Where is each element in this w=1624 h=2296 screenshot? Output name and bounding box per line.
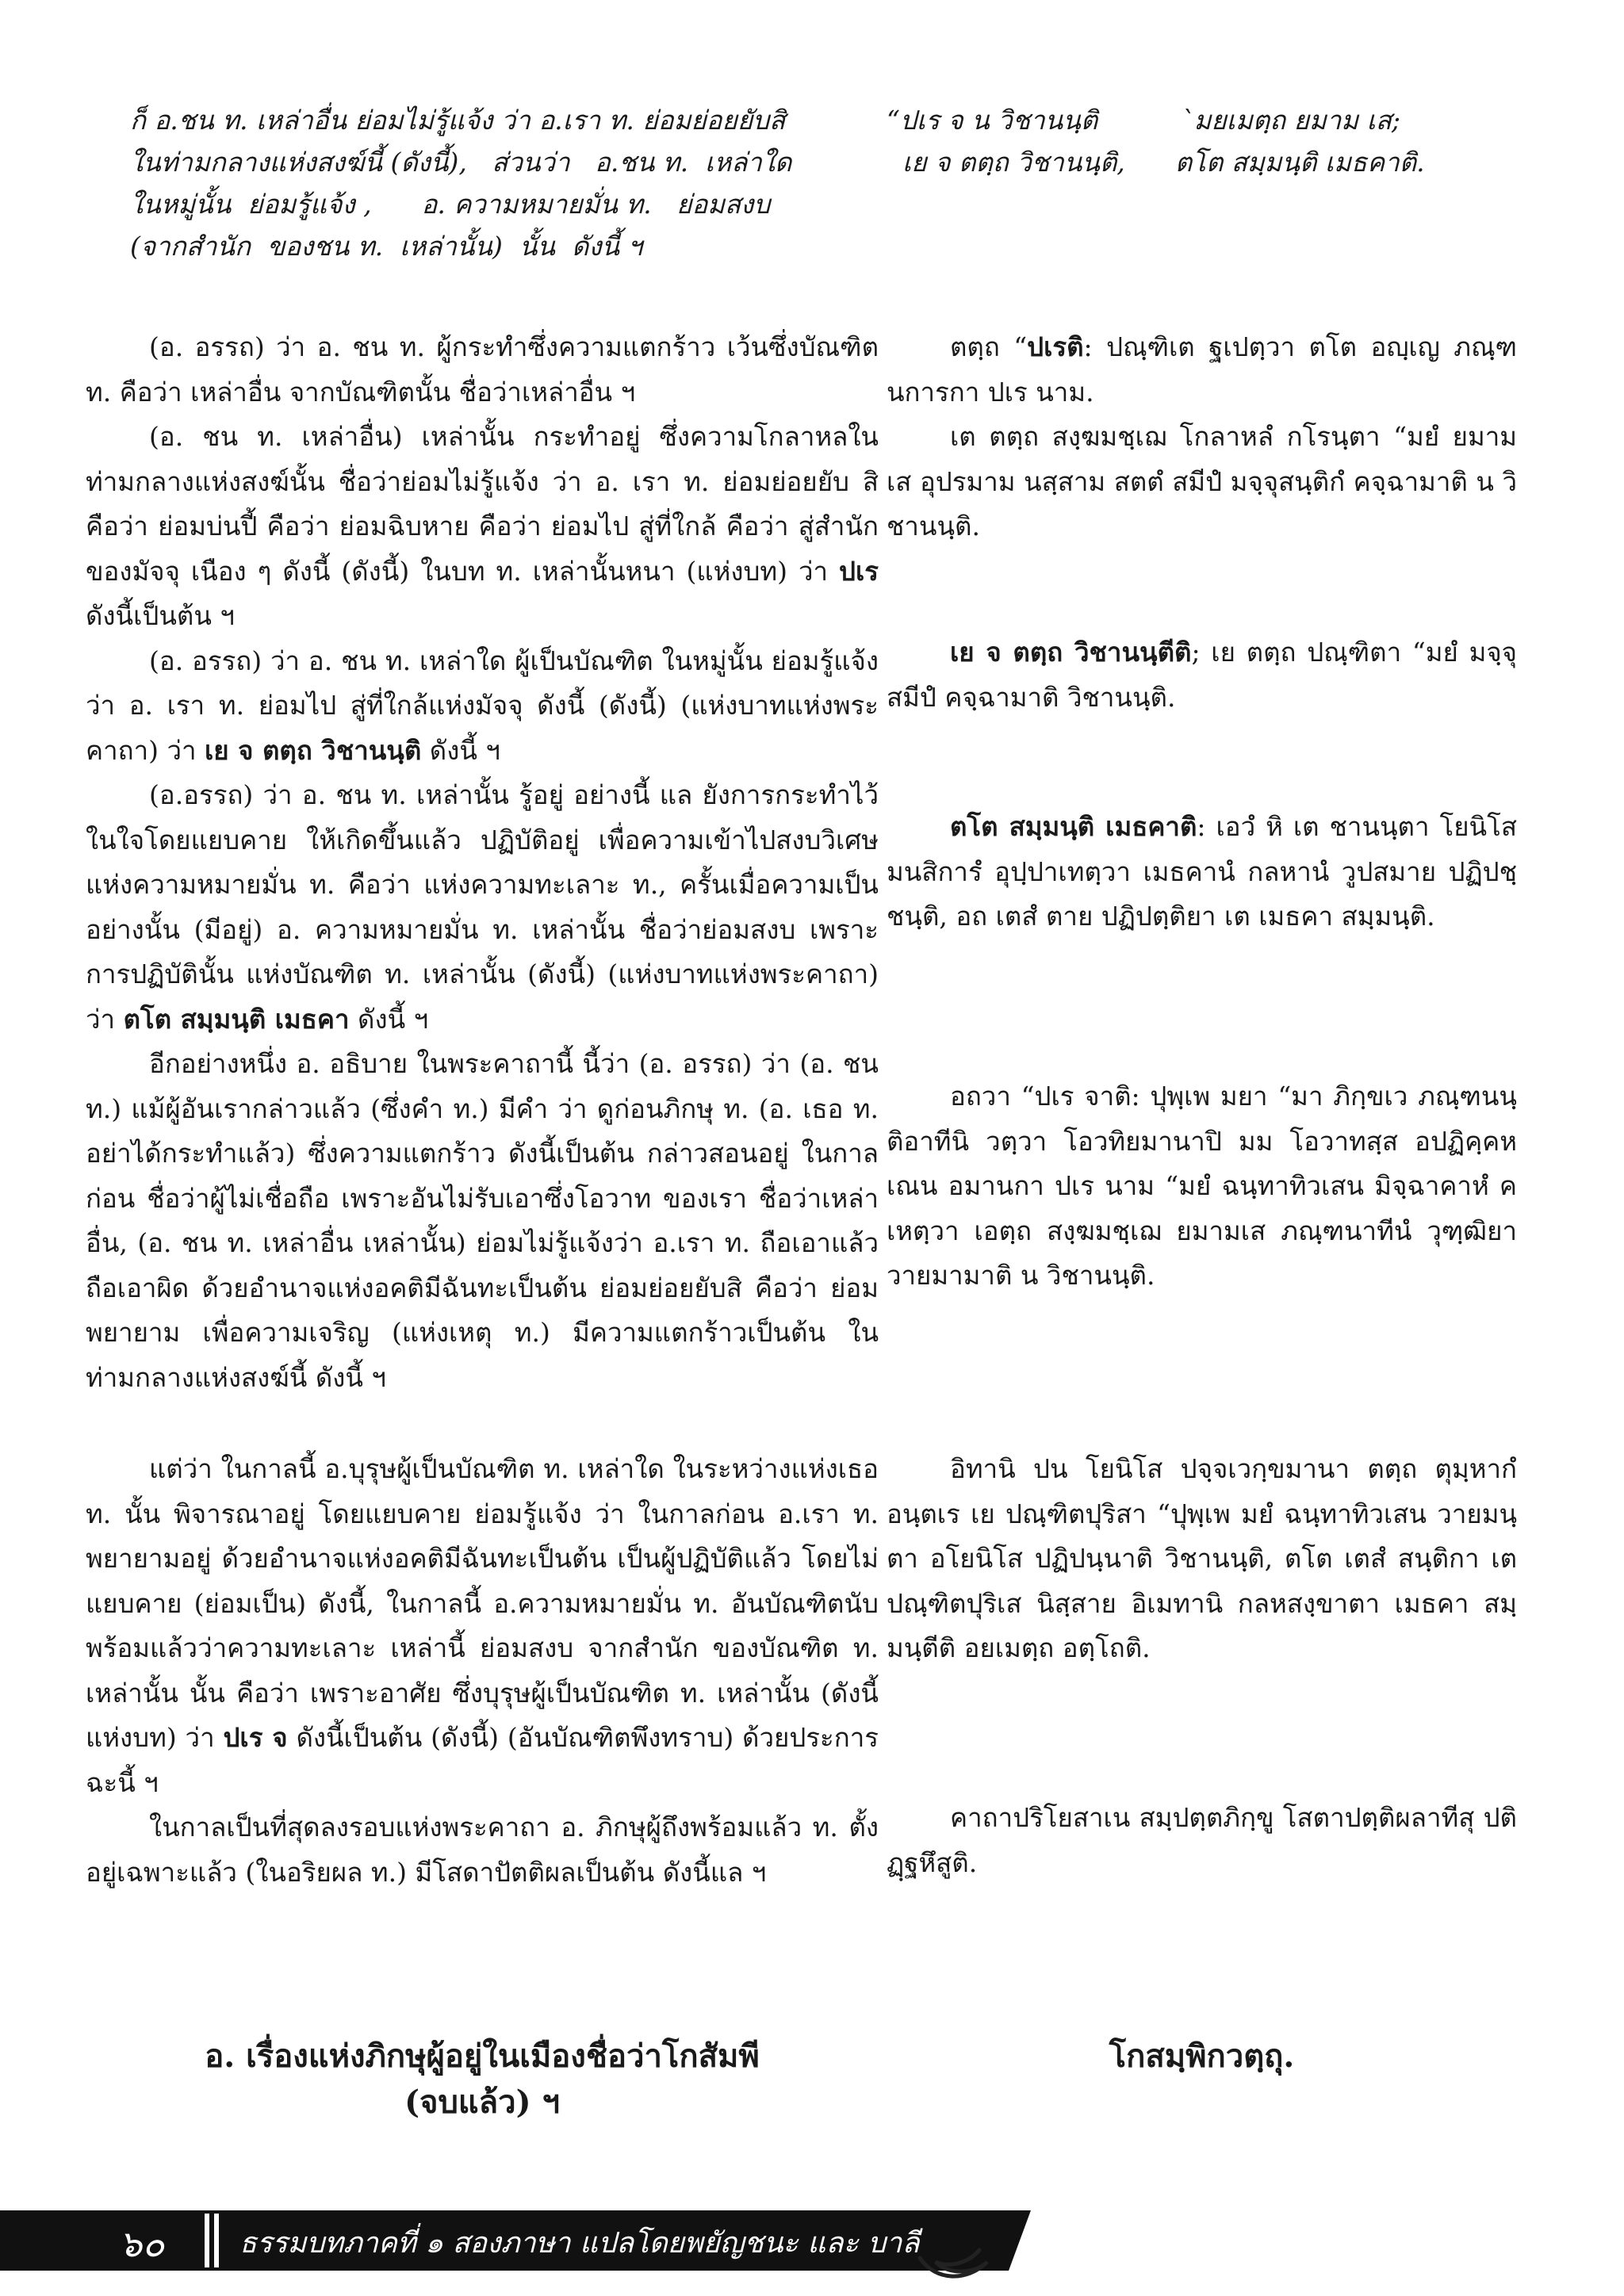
- left-paragraph: (อ. อรรถ) ว่า อ. ชน ท. เหล่าใด ผู้เป็นบัณฑิต ในหมู่นั้น ย่อมรู้แจ้ง ว่า อ. เรา ท. ย่อมไป สู่ที่ใกล้แห่งมัจจุ ดังนี้ (ดังนี้) (แห่งบาทแห่งพระคาถา) ว่า เย จ ตตฺถ วิชานนฺติ ดังนี้ ฯ: [86, 645, 879, 766]
- closing-line: อ. เรื่องแห่งภิกษุผู้อยู่ในเมืองชื่อว่าโกสัมพี: [205, 2038, 760, 2075]
- bold-term: ปเรติ: [1027, 331, 1084, 362]
- left-verse-line: ในท่ามกลางแห่งสงฆ์นี้ (ดังนี้), ส่วนว่า อ.ชน ท. เหล่าใด: [130, 147, 792, 178]
- right-paragraph: ตตฺถ “ปเรติ: ปณฺฑิเต ฐเปตฺวา ตโต อญฺเญ ภณฺฑนการกา ปเร นาม.: [887, 331, 1518, 408]
- right-paragraph: เต ตตฺถ สงฺฆมชฺเฌ โกลาหลํ กโรนฺตา “มยํ ยมาม เส อุปรมาม นสฺสาม สตตํ สมีปํ มจฺจุสนฺติกํ คจฺฉามาติ น วิชานนฺติ.: [887, 421, 1517, 541]
- right-block-2: [887, 630, 1517, 720]
- left-closing-title: [86, 2034, 879, 2126]
- bold-term: ปเร: [839, 555, 879, 587]
- bold-term: ตโต สมฺมนฺติ เมธคาติ: [950, 811, 1197, 842]
- left-paragraph: ในกาลเป็นที่สุดลงรอบแห่งพระคาถา อ. ภิกษุผู้ถึงพร้อมแล้ว ท. ตั้งอยู่เฉพาะแล้ว (ในอริยผล ท.) มีโสดาปัตติผลเป็นต้น ดังนี้แล ฯ: [86, 1812, 879, 1888]
- ornament-icon: [912, 2226, 999, 2290]
- left-paragraph: (อ. ชน ท. เหล่าอื่น) เหล่านั้น กระทำอยู่ ซึ่งความโกลาหลในท่ามกลางแห่งสงฆ์นั้น ชื่อว่าย่อมไม่รู้แจ้ง ว่า อ. เรา ท. ย่อมย่อยยับ สิ คือว่า ย่อมบ่นปี้ คือว่า ย่อมฉิบหาย คือว่า ย่อมไป สู่ที่ใกล้ คือว่า สู่สำนักของมัจจุ เนือง ๆ ดังนี้ (ดังนี้) ในบท ท. เหล่านั้นหนา (แห่งบท) ว่า ปเร ดังนี้เป็นต้น ฯ: [86, 421, 879, 631]
- page-footer: [0, 2210, 1624, 2296]
- footer-band: [0, 2210, 1009, 2271]
- left-paragraph: (อ. อรรถ) ว่า อ. ชน ท. ผู้กระทำซึ่งความแตกร้าว เว้นซึ่งบัณฑิต ท. คือว่า เหล่าอื่น จากบัณฑิตนั้น ชื่อว่าเหล่าอื่น ฯ: [86, 331, 879, 408]
- footer-divider: [214, 2214, 219, 2267]
- right-paragraph: เย จ ตตฺถ วิชานนฺตีติ; เย ตตฺถ ปณฺฑิตา “มยํ มจฺจุสมีปํ คจฺฉามาติ วิชานนฺติ.: [887, 637, 1517, 713]
- right-verse-line: เย จ ตตฺถ วิชานนฺติ, ตโต สมฺมนฺติ เมธคาติ.: [902, 147, 1425, 178]
- footer-divider: [205, 2214, 209, 2267]
- left-block-2: [86, 1447, 879, 1895]
- closing-line: โกสมฺพิกวตฺถุ.: [1109, 2038, 1295, 2075]
- right-block-6: [887, 1796, 1517, 1885]
- bold-term: ตโต สมฺมนฺติ เมธคา: [123, 1003, 350, 1035]
- right-block-5: [887, 1447, 1517, 1671]
- left-block-1: [86, 325, 879, 1400]
- right-paragraph: อิทานิ ปน โยนิโส ปจฺจเวกฺขมานา ตตฺถ ตุมฺหากํ อนฺตเร เย ปณฺฑิตปุริสา “ปุพฺเพ มยํ ฉนฺทาทิวเสน วายมนฺตา อโยนิโส ปฏิปนฺนาติ วิชานนฺติ, ตโต เตสํ สนฺติกา เต ปณฺฑิตปุริเส นิสฺสาย อิเมทานิ กลหสงฺขาตา เมธคา สมฺมนฺตีติ อยเมตฺถ อตฺโถติ.: [887, 1453, 1517, 1663]
- right-closing-title: [887, 2034, 1517, 2080]
- bold-term: เย จ ตตฺถ วิชานนฺตีติ: [950, 637, 1192, 668]
- right-block-4: [887, 1074, 1517, 1299]
- left-paragraph: อีกอย่างหนึ่ง อ. อธิบาย ในพระคาถานี้ นี้ว่า (อ. อรรถ) ว่า (อ. ชน ท.) แม้ผู้อันเรากล่าวแล้ว (ซึ่งคำ ท.) มีคำ ว่า ดูก่อนภิกษุ ท. (อ. เธอ ท. อย่าได้กระทำแล้ว) ซึ่งความแตกร้าว ดังนี้เป็นต้น กล่าวสอนอยู่ ในกาลก่อน ชื่อว่าผู้ไม่เชื่อถือ เพราะอันไม่รับเอาซึ่งโอวาท ของเรา ชื่อว่าเหล่าอื่น, (อ. ชน ท. เหล่าอื่น เหล่านั้น) ย่อมไม่รู้แจ้งว่า อ.เรา ท. ถือเอาแล้ว ถือเอาผิด ด้วยอำนาจแห่งอคติมีฉันทะเป็นต้น ย่อมย่อยยับสิ คือว่า ย่อมพยายาม เพื่อความเจริญ (แห่งเหตุ ท.) มีความแตกร้าวเป็นต้น ในท่ามกลางแห่งสงฆ์นี้ ดังนี้ ฯ: [86, 1048, 879, 1393]
- right-verse: [887, 99, 1517, 183]
- right-paragraph: อถวา “ปเร จาติ: ปุพฺเพ มยา “มา ภิกฺขเว ภณฺฑนนฺติอาทีนิ วตฺวา โอวทิยมานาปิ มม โอวาทสฺส อปฏิคฺคหเณน อมานกา ปเร นาม “มยํ ฉนฺทาทิวเสน มิจฺฉาคาหํ คเหตฺวา เอตฺถ สงฺฆมชฺเฌ ยมามเส ภณฺฑนาทีนํ วุฑฺฒิยา วายมามาติ น วิชานนฺติ.: [887, 1081, 1517, 1291]
- left-column: [86, 99, 879, 1888]
- right-verse-line: “ปเร จ น วิชานนฺติ `มยเมตฺถ ยมาม เส;: [887, 105, 1401, 136]
- left-verse-line: ในหมู่นั้น ย่อมรู้แจ้ง , อ. ความหมายมั่น ท. ย่อมสงบ: [130, 189, 771, 220]
- book-title: ธรรมบทภาคที่ ๑ สองภาษา แปลโดยพยัญชนะ และ บาลี: [239, 2227, 920, 2260]
- right-paragraph: ตโต สมฺมนฺติ เมธคาติ: เอวํ หิ เต ชานนฺตา โยนิโสมนสิการํ อุปฺปาเทตฺวา เมธคานํ กลหานํ วูปสมาย ปฏิปชฺชนฺติ, อถ เตสํ ตาย ปฏิปตฺติยา เต เมธคา สมฺมนฺติ.: [887, 811, 1517, 932]
- bold-term: เย จ ตตฺถ วิชานนฺติ: [205, 734, 422, 766]
- right-paragraph: คาถาปริโยสาเน สมฺปตฺตภิกฺขู โสตาปตฺติผลาทีสุ ปติฏฺฐหึสูติ.: [887, 1802, 1517, 1878]
- left-verse-line: (จากสำนัก ของชน ท. เหล่านั้น) นั้น ดังนี้ ฯ: [130, 231, 643, 262]
- right-block-3: [887, 805, 1517, 939]
- right-column: [887, 99, 1518, 1878]
- left-verse: [86, 99, 879, 267]
- bold-term: ปเร จ: [223, 1722, 288, 1753]
- page-number: ๖๐: [119, 2222, 165, 2265]
- left-verse-line: ก็ อ.ชน ท. เหล่าอื่น ย่อมไม่รู้แจ้ง ว่า อ.เรา ท. ย่อมย่อยยับสิ: [130, 105, 786, 136]
- right-block-1: [887, 325, 1517, 549]
- left-paragraph: แต่ว่า ในกาลนี้ อ.บุรุษผู้เป็นบัณฑิต ท. เหล่าใด ในระหว่างแห่งเธอ ท. นั้น พิจารณาอยู่ โดยแยบคาย ย่อมรู้แจ้ง ว่า ในกาลก่อน อ.เรา ท. พยายามอยู่ ด้วยอำนาจแห่งอคติมีฉันทะเป็นต้น เป็นผู้ปฏิบัติแล้ว โดยไม่แยบคาย (ย่อมเป็น) ดังนี้, ในกาลนี้ อ.ความหมายมั่น ท. อันบัณฑิตนับพร้อมแล้วว่าความทะเลาะ เหล่านี้ ย่อมสงบ จากสำนัก ของบัณฑิต ท. เหล่านั้น นั้น คือว่า เพราะอาศัย ซึ่งบุรุษผู้เป็นบัณฑิต ท. เหล่านั้น (ดังนี้ แห่งบท) ว่า ปเร จ ดังนี้เป็นต้น (ดังนี้) (อันบัณฑิตพึงทราบ) ด้วยประการฉะนี้ ฯ: [86, 1453, 879, 1798]
- left-paragraph: (อ.อรรถ) ว่า อ. ชน ท. เหล่านั้น รู้อยู่ อย่างนี้ แล ยังการกระทำไว้ในใจโดยแยบคาย ให้เกิดขึ้นแล้ว ปฏิบัติอยู่ เพื่อความเข้าไปสงบวิเศษ แห่งความหมายมั่น ท. คือว่า แห่งความทะเลาะ ท., ครั้นเมื่อความเป็นอย่างนั้น (มีอยู่) อ. ความหมายมั่น ท. เหล่านั้น ชื่อว่าย่อมสงบ เพราะการปฏิบัตินั้น แห่งบัณฑิต ท. เหล่านั้น (ดังนี้) (แห่งบาทแห่งพระคาถา) ว่า ตโต สมฺมนฺติ เมธคา ดังนี้ ฯ: [86, 779, 879, 1035]
- closing-line: (จบแล้ว) ฯ: [404, 2084, 560, 2121]
